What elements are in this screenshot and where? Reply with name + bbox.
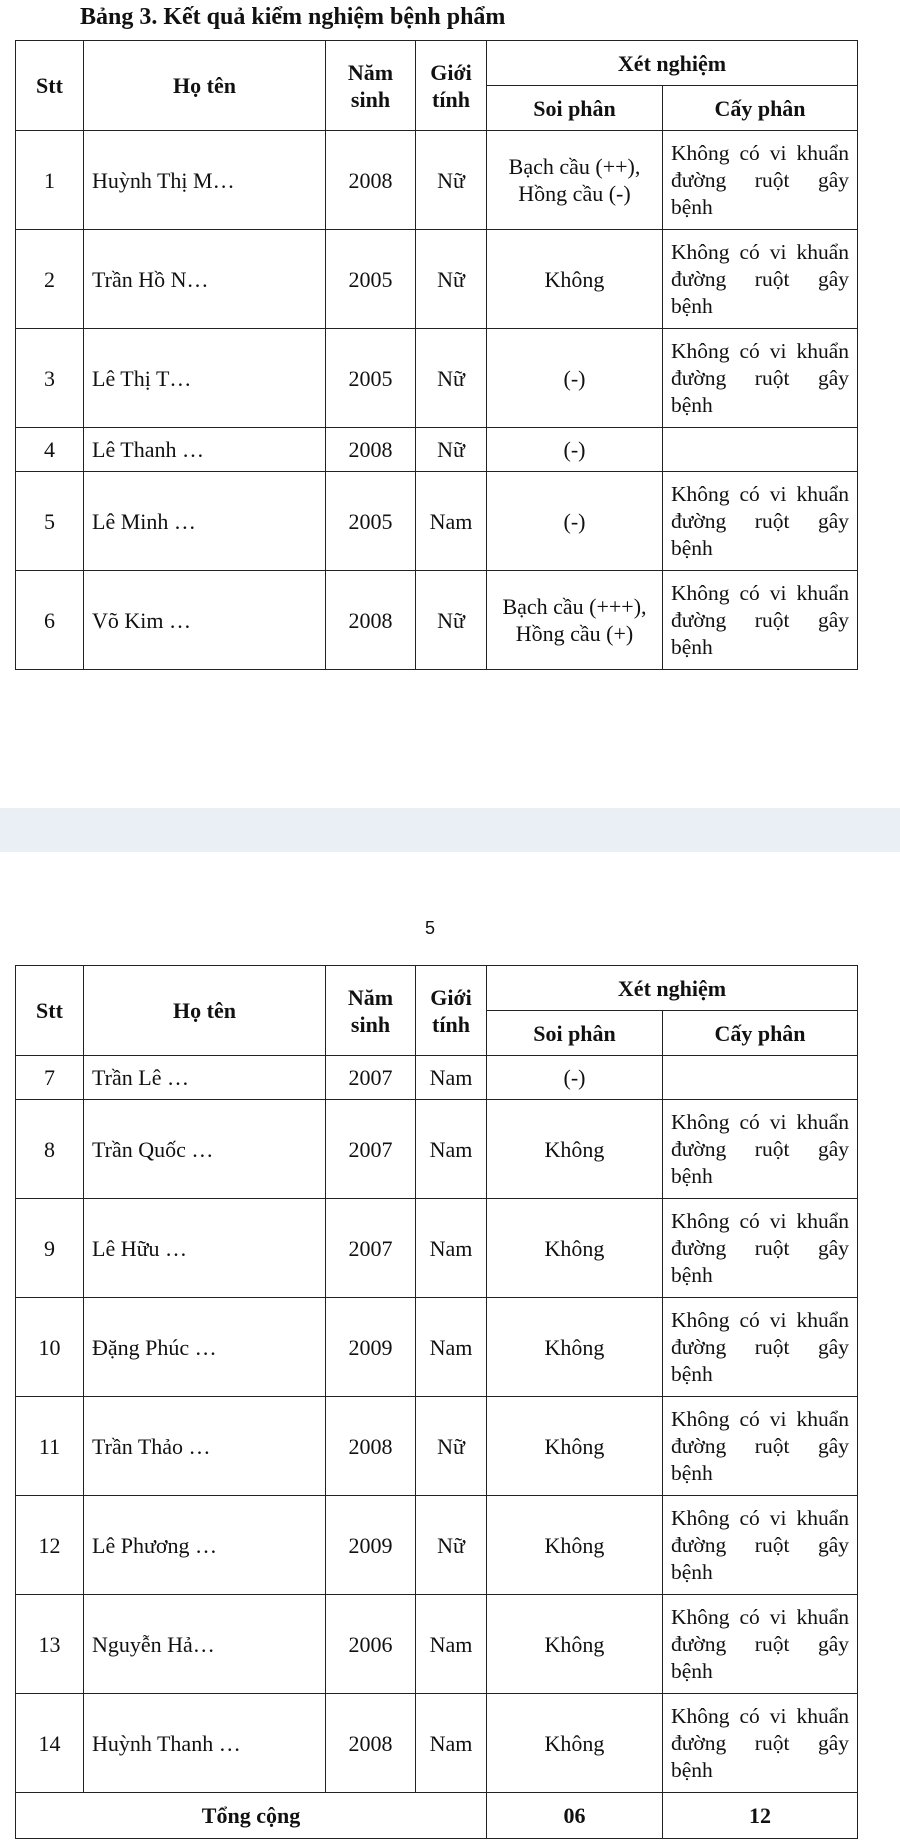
row-birth-year: 2008 (326, 131, 416, 230)
table-row (16, 472, 858, 571)
row-stt: 7 (16, 1056, 84, 1100)
stool-exam-line: Không (544, 1136, 605, 1162)
row-name: Lê Hữu … (84, 1199, 326, 1298)
row-stool-culture: Không có vi khuẩn đường ruột gây bệnh (663, 1694, 858, 1793)
row-stool-culture: Không có vi khuẩn đường ruột gây bệnh (663, 472, 858, 571)
row-gender: Nữ (416, 230, 487, 329)
row-name: Lê Thị T… (84, 329, 326, 428)
row-stool-culture (663, 428, 858, 472)
row-name: Trần Hồ N… (84, 230, 326, 329)
stool-exam-line: (-) (563, 437, 586, 462)
table-row (16, 571, 858, 670)
table-row (16, 428, 858, 472)
stool-exam-line: Bạch cầu (+++), (502, 594, 647, 619)
row-birth-year: 2006 (326, 1595, 416, 1694)
results-table-part-2 (15, 965, 858, 1839)
row-stt: 9 (16, 1199, 84, 1298)
header-birth-year: Năm sinh (326, 41, 416, 131)
row-stt: 13 (16, 1595, 84, 1694)
stool-exam-line: Hồng cầu (-) (518, 181, 631, 206)
row-name: Đặng Phúc … (84, 1298, 326, 1397)
row-stt: 6 (16, 571, 84, 670)
header-stool-culture: Cấy phân (663, 1011, 858, 1056)
row-stool-exam (487, 329, 663, 428)
row-stool-exam (487, 1496, 663, 1595)
row-stt: 11 (16, 1397, 84, 1496)
stool-exam-line: Không (544, 1631, 605, 1657)
row-name: Lê Minh … (84, 472, 326, 571)
row-name: Lê Thanh … (84, 428, 326, 472)
row-stool-exam (487, 1397, 663, 1496)
table-row (16, 1397, 858, 1496)
row-stool-culture (663, 1056, 858, 1100)
total-stool-exam: 06 (487, 1793, 663, 1839)
row-stt: 8 (16, 1100, 84, 1199)
row-stool-culture: Không có vi khuẩn đường ruột gây bệnh (663, 1496, 858, 1595)
table-row (16, 1595, 858, 1694)
row-stool-culture: Không có vi khuẩn đường ruột gây bệnh (663, 1199, 858, 1298)
row-gender: Nữ (416, 1496, 487, 1595)
header-stool-exam: Soi phân (487, 86, 663, 131)
table-row (16, 1100, 858, 1199)
table-row (16, 1496, 858, 1595)
stool-exam-line: Không (544, 266, 605, 292)
row-stool-exam (487, 1298, 663, 1397)
stool-exam-line: Không (544, 1433, 605, 1459)
row-stt: 12 (16, 1496, 84, 1595)
row-stt: 1 (16, 131, 84, 230)
table-row (16, 131, 858, 230)
row-name: Trần Lê … (84, 1056, 326, 1100)
row-name: Trần Quốc … (84, 1100, 326, 1199)
row-stool-exam (487, 1056, 663, 1100)
row-birth-year: 2007 (326, 1100, 416, 1199)
row-stool-culture: Không có vi khuẩn đường ruột gây bệnh (663, 1595, 858, 1694)
header-name: Họ tên (84, 41, 326, 131)
header-stt: Stt (16, 41, 84, 131)
row-gender: Nam (416, 1694, 487, 1793)
row-stool-exam (487, 1595, 663, 1694)
row-birth-year: 2008 (326, 571, 416, 670)
row-stool-exam (487, 472, 663, 571)
row-birth-year: 2007 (326, 1056, 416, 1100)
row-stt: 4 (16, 428, 84, 472)
row-gender: Nữ (416, 1397, 487, 1496)
row-stt: 10 (16, 1298, 84, 1397)
header-stool-culture: Cấy phân (663, 86, 858, 131)
row-gender: Nam (416, 1595, 487, 1694)
stool-exam-line: Không (544, 1730, 605, 1756)
row-name: Nguyễn Hả… (84, 1595, 326, 1694)
row-birth-year: 2005 (326, 230, 416, 329)
row-stool-exam (487, 131, 663, 230)
header-gender: Giới tính (416, 966, 487, 1056)
row-stt: 14 (16, 1694, 84, 1793)
row-birth-year: 2009 (326, 1496, 416, 1595)
stool-exam-line: (-) (563, 508, 586, 534)
page-separator (0, 808, 900, 852)
row-gender: Nam (416, 1100, 487, 1199)
row-stool-exam (487, 1100, 663, 1199)
row-stool-exam (487, 1694, 663, 1793)
row-birth-year: 2008 (326, 1397, 416, 1496)
row-name: Huỳnh Thị M… (84, 131, 326, 230)
row-stool-culture: Không có vi khuẩn đường ruột gây bệnh (663, 131, 858, 230)
row-name: Huỳnh Thanh … (84, 1694, 326, 1793)
row-stool-culture: Không có vi khuẩn đường ruột gây bệnh (663, 571, 858, 670)
row-birth-year: 2005 (326, 472, 416, 571)
row-stt: 5 (16, 472, 84, 571)
page-number: 5 (424, 918, 435, 938)
row-name: Võ Kim … (84, 571, 326, 670)
header-stt: Stt (16, 966, 84, 1056)
header-test-group: Xét nghiệm (487, 966, 858, 1011)
total-label: Tổng cộng (16, 1793, 487, 1839)
row-stt: 3 (16, 329, 84, 428)
row-stool-culture: Không có vi khuẩn đường ruột gây bệnh (663, 230, 858, 329)
row-gender: Nữ (416, 329, 487, 428)
row-gender: Nam (416, 1298, 487, 1397)
stool-exam-line: (-) (563, 1065, 586, 1090)
row-gender: Nam (416, 1199, 487, 1298)
stool-exam-line: Không (544, 1235, 605, 1261)
stool-exam-line: Hồng cầu (+) (515, 621, 634, 646)
table-row (16, 1199, 858, 1298)
header-test-group: Xét nghiệm (487, 41, 858, 86)
row-birth-year: 2007 (326, 1199, 416, 1298)
table-row (16, 329, 858, 428)
row-stool-culture: Không có vi khuẩn đường ruột gây bệnh (663, 1397, 858, 1496)
row-stool-culture: Không có vi khuẩn đường ruột gây bệnh (663, 329, 858, 428)
row-gender: Nam (416, 1056, 487, 1100)
header-birth-year: Năm sinh (326, 966, 416, 1056)
table-row (16, 1694, 858, 1793)
row-stool-exam (487, 571, 663, 670)
row-birth-year: 2008 (326, 428, 416, 472)
header-name: Họ tên (84, 966, 326, 1056)
row-stt: 2 (16, 230, 84, 329)
table-row (16, 1056, 858, 1100)
table-row (16, 1298, 858, 1397)
row-birth-year: 2009 (326, 1298, 416, 1397)
header-stool-exam: Soi phân (487, 1011, 663, 1056)
row-stool-exam (487, 230, 663, 329)
row-gender: Nữ (416, 428, 487, 472)
row-name: Trần Thảo … (84, 1397, 326, 1496)
row-stool-culture: Không có vi khuẩn đường ruột gây bệnh (663, 1100, 858, 1199)
row-stool-culture: Không có vi khuẩn đường ruột gây bệnh (663, 1298, 858, 1397)
row-birth-year: 2005 (326, 329, 416, 428)
row-birth-year: 2008 (326, 1694, 416, 1793)
stool-exam-line: Không (544, 1532, 605, 1558)
row-stool-exam (487, 1199, 663, 1298)
row-name: Lê Phương … (84, 1496, 326, 1595)
row-gender: Nữ (416, 131, 487, 230)
row-gender: Nam (416, 472, 487, 571)
header-gender: Giới tính (416, 41, 487, 131)
stool-exam-line: (-) (563, 365, 586, 391)
results-table-part-1 (15, 40, 858, 670)
row-gender: Nữ (416, 571, 487, 670)
row-stool-exam (487, 428, 663, 472)
table-row (16, 230, 858, 329)
stool-exam-line: Bạch cầu (++), (508, 154, 641, 179)
total-stool-culture: 12 (663, 1793, 858, 1839)
stool-exam-line: Không (544, 1334, 605, 1360)
table-caption: Bảng 3. Kết quả kiểm nghiệm bệnh phẩm (80, 4, 506, 30)
